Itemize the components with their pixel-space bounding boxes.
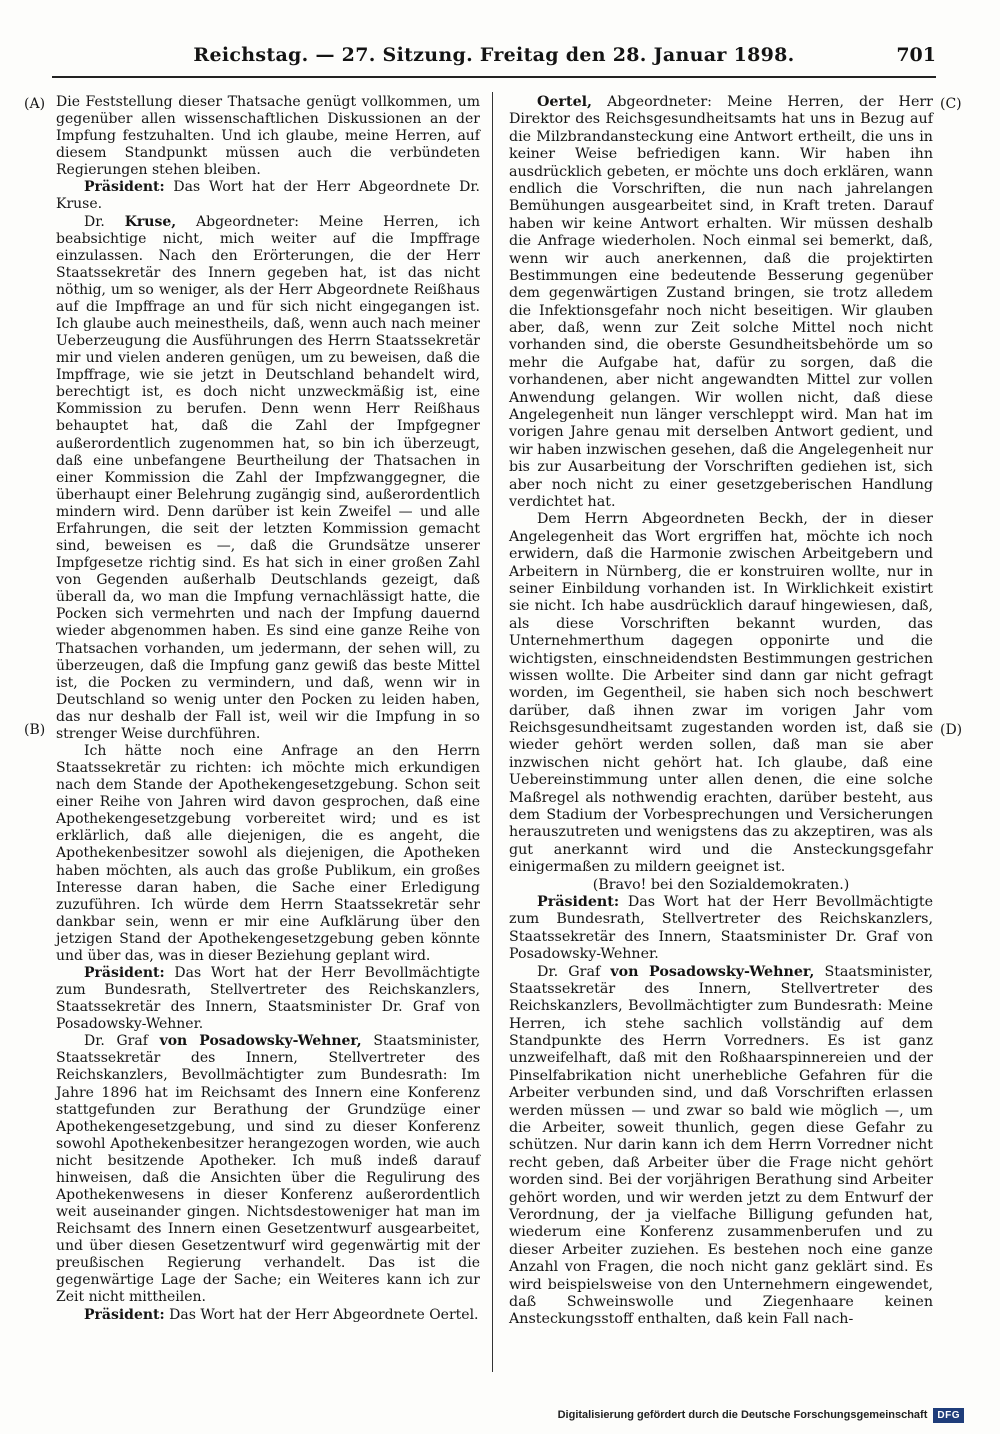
speaker-prefix: Dr. Graf [537, 963, 611, 980]
margin-marker-b: (B) [24, 722, 46, 738]
speech-text: Abgeordneter: Meine Herren, ich beabsichtige nicht, mich weiter auf die Impffrage einzulassen. Nach den Erörterungen, die der Herr Staatssekretär des Innern gegeben hat, ist das nicht nöthig, um so weniger, als der Herr Abgeordnete Reißhaus auf die Impffrage an und für sich nicht eingegangen ist. Ich glaube auch meinestheils, daß, wenn auch nach meiner Ueberzeugung die Ausführungen des Herrn Staatssekretär mir und vielen anderen genügen, um zu beweisen, daß die Impffrage, wie sie jetzt in Deutschland behandelt wird, berechtigt ist, es doch nicht unzweckmäßig ist, eine Kommission zu berufen. Denn wenn Herr Reißhaus behauptet hat, daß die Zahl der Impfgegner außerordentlich zugenommen hat, so bin ich überzeugt, daß eine unbefangene Beurtheilung der Thatsachen in einer Kommission die Zahl der Impfzwanggegner, die überhaupt einer Belehrung zugängig sind, außerordentlich mindern wird. Denn darüber ist kein Zweifel — und alle Erfahrungen, die seit der letzten Kommission gemacht sind, beweisen es —, daß die Grundsätze unserer Impfgesetze richtig sind. Es hat sich in einer großen Zahl von Gegenden außerhalb Deutschlands gezeigt, daß überall da, wo man die Impfung vernachlässigt hatte, die Pocken sich vermehrten und nach der Impfung dauernd wieder abgenommen haben. Es sind eine ganze Reihe von Thatsachen vorhanden, um jedermann, der sehen will, zu überzeugen, daß die Impfung ganz gewiß das beste Mittel ist, die Pocken zu vermindern, und daß, wenn wir in Deutschland so wenig unter den Pocken zu leiden haben, das nur deshalb der Fall ist, weil wir die Impfung in so strenger Weise durchführen. [56, 213, 481, 742]
text-paragraph: Dem Herrn Abgeordneten Beckh, der in dieser Angelegenheit das Wort ergriffen hat, möchte ich noch erwidern, daß die Harmonie zwischen Arbeitgebern und Arbeitern in Nürnberg, die er konstruiren wollte, nur in seiner Einbildung vorhanden ist. In Wirklichkeit existirt sie nicht. Ich habe ausdrücklich darauf hingewiesen, daß, als diese Vorschriften bekannt wurden, das Unternehmerthum dagegen opponirte und die wichtigsten, einschneidendsten Bestimmungen gestrichen wissen wollte. Die Arbeiter sind dann gar nicht gefragt worden, im Gegentheil, sie haben sich noch beschwert darüber, daß ihnen zwar im vorigen Jahr vom Reichsgesundheitsamt zugestanden worden ist, daß sie wieder gehört werden sollen, daß man sie aber inzwischen nicht gehört hat. Ich glaube, daß eine Uebereinstimmung unter allen denen, die eine solche Maßregel als nothwendig erachten, darüber besteht, aus dem Stadium der Vorbesprechungen und Versicherungen herauszutreten und wenigstens das zu akzeptiren, was als gut anerkannt wird und die Ansteckungsgefahr einigermaßen zu mildern geeignet ist. [509, 511, 933, 876]
speech-paragraph [509, 894, 933, 964]
footer [558, 1404, 964, 1426]
right-column [509, 94, 933, 1329]
speech-paragraph [509, 964, 933, 1329]
speech-paragraph [509, 94, 933, 511]
margin-marker-d: (D) [940, 722, 963, 738]
column-divider [492, 92, 493, 1372]
speaker-name: Präsident: [537, 893, 620, 910]
margin-marker-a: (A) [24, 96, 46, 112]
margin-marker-c: (C) [940, 96, 962, 112]
speech-text: Das Wort hat der Herr Bevollmächtigte zum Bundesrath, Stellvertreter des Reichskanzlers, Staatssekretär des Innern, Staatsminister Dr. Graf von Posadowsky-Wehner. [56, 964, 481, 1033]
speaker-prefix: Dr. [84, 213, 125, 230]
page-header [52, 44, 936, 74]
footer-credit: Digitalisierung gefördert durch die Deutsche Forschungsgemeinschaft [557, 1409, 928, 1421]
speech-paragraph [56, 179, 480, 213]
speech-paragraph [56, 1307, 480, 1324]
speaker-name: Präsident: [84, 1306, 165, 1323]
applause-note: (Bravo! bei den Sozialdemokraten.) [592, 876, 850, 893]
dfg-logo: DFG [933, 1408, 964, 1423]
speaker-prefix: Dr. Graf [84, 1033, 160, 1050]
text-paragraph: Die Feststellung dieser Thatsache genügt vollkommen, um gegenüber allen wissenschaftlichen Diskussionen an der Impfung festzuhalten. Und ich glaube, meine Herren, auf diesem Standpunkt müssen auch die verbündeten Regierungen stehen bleiben. [56, 94, 480, 179]
page-number: 701 [896, 44, 936, 66]
left-column [56, 94, 480, 1324]
speaker-name: Präsident: [84, 179, 165, 196]
speech-text: Staatsminister, Staatssekretär des Innern, Stellvertreter des Reichskanzlers, Bevollmächtigter zum Bundesrath: Im Jahre 1896 hat im Reichsamt des Innern eine Konferenz stattgefunden zur Berathung der Grundzüge einer Apothekengesetzgebung, und sind zu dieser Konferenz sowohl Apothekenbesitzer herangezogen worden, wie auch nicht besitzende Apotheker. Ich muß indeß darauf hinweisen, daß die Ansichten über die Regulirung des Apothekenwesens in dieser Konferenz außerordentlich weit auseinander gingen. Nichtsdestoweniger hat man im Reichsamt des Innern einen Gesetzentwurf ausgearbeitet, und über diesen Gesetzentwurf wird gegenwärtig mit der preußischen Regierung verhandelt. Das ist die gegenwärtige Lage der Sache; ein Weiteres kann ich zur Zeit nicht mittheilen. [56, 1033, 481, 1306]
speaker-name: von Posadowsky-Wehner, [159, 1033, 362, 1050]
speaker-name: Oertel, [537, 94, 593, 110]
speaker-name: Kruse, [124, 213, 177, 230]
speech-text: Abgeordneter: Meine Herren, der Herr Direktor des Reichsgesundheitsamts hat uns in Bezug auf die Milzbrandansteckung eine Antwort ertheilt, die uns in keiner Weise befriedigen kann. Wir haben ihn ausdrücklich gebeten, er möchte uns doch erklären, wann endlich die Vorschriften, die nun nach jahrelangen Bemühungen ausgearbeitet sind, in Kraft treten. Darauf haben wir keine Antwort erhalten. Wir müssen deshalb die Anfrage wiederholen. Noch einmal sei bemerkt, daß, wenn wir auch anerkennen, daß die projektirten Bestimmungen eine bedeutende Besserung gegenüber dem gegenwärtigen Zustand bringen, sie trotz alledem die Infektionsgefahr noch nicht beseitigen. Wir glauben aber, daß, wenn zur Zeit solche Mittel noch nicht vorhanden sind, die oberste Gesundheitsbehörde um so mehr die Aufgabe hat, dafür zu sorgen, daß die vorhandenen, aber nicht angewandten Mittel zur vollen Anwendung gelangen. Wir wollen nicht, daß diese Angelegenheit nun länger verschleppt wird. Man hat im vorigen Jahre genau mit derselben Antwort gedient, und wir haben inzwischen gesehen, daß die Angelegenheit nur bis zur Ausarbeitung der Vorschriften gediehen ist, sich aber noch nicht zu einer gesetzgeberischen Handlung verdichtet hat. [509, 94, 933, 510]
speech-paragraph [56, 214, 480, 743]
speech-text: Das Wort hat der Herr Abgeordnete Oertel. [169, 1306, 479, 1323]
speech-paragraph [56, 1033, 480, 1306]
text-paragraph: Ich hätte noch eine Anfrage an den Herrn Staatssekretär zu richten: ich möchte mich erkundigen nach dem Stande der Apothekengesetzgebung. Schon seit einer Reihe von Jahren wird davon gesprochen, daß eine Apothekengesetzgebung vorbereitet wird; und es ist erklärlich, daß alle diejenigen, die es angeht, die Apothekenbesitzer sowohl als diejenigen, die Apotheken haben möchten, als auch das große Publikum, ein großes Interesse daran haben, die Sache einer Erledigung zuzuführen. Ich würde dem Herrn Staatssekretär sehr dankbar sein, wenn er mir eine Aufklärung über den jetzigen Stand der Apothekengesetzgebung geben könnte und über das, was in dieser Beziehung geplant wird. [56, 742, 480, 964]
speaker-name: Präsident: [84, 964, 165, 981]
speaker-name: von Posadowsky-Wehner, [610, 963, 815, 980]
speech-paragraph [56, 965, 480, 1033]
running-title: Reichstag. — 27. Sitzung. Freitag den 28. Januar 1898. [193, 44, 795, 66]
speech-text: Das Wort hat der Herr Abgeordnete Dr. Kruse. [56, 179, 480, 213]
header-rule [52, 76, 936, 78]
speech-text: Staatsminister, Staatssekretär des Innern, Stellvertreter des Reichskanzlers, Bevollmächtigter zum Bundesrath: Meine Herren, ich stehe sachlich vollständig auf dem Standpunkte des Herrn Vorredners. Es ist ganz unzweifelhaft, daß mit den Roßhaarspinnereien und der Pinselfabrikation nicht unerhebliche Gefahren für die Arbeiter verbunden sind, und daß Vorschriften erlassen werden müssen — und zwar so bald wie möglich —, um die Arbeiter, soweit thunlich, gegen diese Gefahr zu schützen. Nur darin kann ich dem Herrn Vorredner nicht recht geben, daß Arbeiter über die Frage nicht gehört worden sind. Bei der vorjährigen Berathung sind Arbeiter gehört worden, und wir werden jetzt zu dem Entwurf der Verordnung, der ja vielfache Billigung gefunden hat, wiederum eine Konferenz zusammenberufen und zu dieser Arbeiter zuziehen. Es bestehen noch eine ganze Anzahl von Fragen, die noch nicht ganz geklärt sind. Es wird beispielsweise von den Unternehmern eingewendet, daß Schweinswolle und Ziegenhaare keinen Ansteckungsstoff enthalten, daß kein Fall nach- [509, 963, 934, 1328]
speech-text: Das Wort hat der Herr Bevollmächtigte zum Bundesrath, Stellvertreter des Reichskanzlers, Staatssekretär des Innern, Staatsminister Dr. Graf von Posadowsky-Wehner. [509, 893, 934, 963]
